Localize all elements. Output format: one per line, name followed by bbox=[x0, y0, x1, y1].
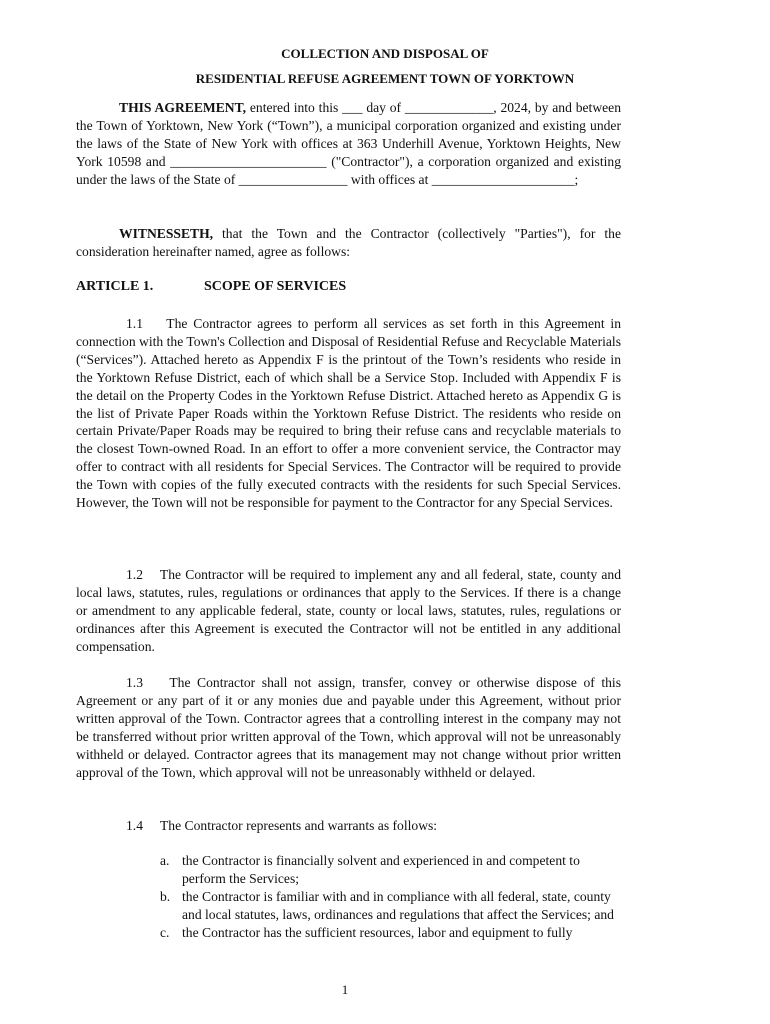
document-title-line-2: RESIDENTIAL REFUSE AGREEMENT TOWN OF YORKTOWN bbox=[195, 71, 575, 86]
section-1-1-text: The Contractor agrees to perform all services as set forth in this Agreement in connection with the Town's Collection and Disposal of Residential Refuse and Recyclable Materials (“Services”). Attached hereto as Appendix F is the printout of the Town’s residents who reside in the Yorktown Refuse District, each of which shall be a Service Stop. Included with Appendix F is the detail on the Property Codes in the Yorktown Refuse District. Attached hereto as Appendix G is the list of Private Paper Roads within the Yorktown Refuse District. The residents who reside on certain Private/Paper Roads may be required to bring their refuse cans and recyclable materials to the closest Town-owned Road. In an effort to offer a more convenient service, the Contractor may offer to contract with all residents for Special Services. The Contractor will be required to provide the Town with copies of the fully executed contracts with the residents for such Special Services. However, the Town will not be responsible for payment to the Contractor for any Special Services. bbox=[76, 316, 621, 511]
section-1-4 bbox=[126, 818, 437, 834]
list-item bbox=[160, 852, 620, 888]
list-item-text: the Contractor is familiar with and in compliance with all federal, state, county and local statutes, laws, ordinances and regulations that affect the Services; and bbox=[182, 888, 614, 922]
section-1-3 bbox=[76, 674, 621, 781]
article-heading bbox=[76, 279, 346, 295]
document-title-line-1: COLLECTION AND DISPOSAL OF bbox=[281, 46, 489, 61]
article-title: SCOPE OF SERVICES bbox=[204, 279, 347, 294]
list-item bbox=[160, 888, 620, 924]
section-1-4-number: 1.4 bbox=[126, 818, 143, 833]
warranty-list bbox=[160, 852, 620, 942]
section-1-1 bbox=[76, 315, 621, 512]
agreement-lead: THIS AGREEMENT, bbox=[119, 100, 247, 115]
list-item-text: the Contractor has the sufficient resources, labor and equipment to fully bbox=[182, 924, 573, 940]
witnesseth-lead: WITNESSETH, bbox=[119, 226, 214, 241]
section-1-2 bbox=[76, 566, 621, 656]
section-1-2-number: 1.2 bbox=[126, 567, 143, 582]
section-1-2-text: The Contractor will be required to implement any and all federal, state, county and local laws, statutes, rules, regulations or ordinances that apply to the Services. If there is a change or amendment to any applicable federal, state, county or local laws, statutes, rules, regulations or ordinances after this Agreement is executed the Contractor will not be entitled in any additional compensation. bbox=[76, 567, 621, 654]
witnesseth-text: that the Town and the Contractor (collectively "Parties"), for the consideration hereinafter named, agree as follows: bbox=[76, 226, 621, 259]
list-item-letter: c. bbox=[160, 924, 170, 940]
list-item-text: the Contractor is financially solvent and experienced in and competent to perform the Services; bbox=[182, 853, 580, 886]
page-number: 1 bbox=[341, 982, 349, 997]
list-item-letter: b. bbox=[160, 888, 171, 904]
section-1-4-text: The Contractor represents and warrants as follows: bbox=[160, 818, 438, 833]
witnesseth-paragraph bbox=[76, 225, 621, 261]
section-1-3-text: The Contractor shall not assign, transfer, convey or otherwise dispose of this Agreement or any part of it or any monies due and payable under this Agreement, without prior written approval of the Town. Contractor agrees that a controlling interest in the company may not be transferred without prior written approval of the Town, which approval will not be unreasonably withheld or delayed. Contractor agrees that its management may not change without prior written approval of the Town, which approval will not be unreasonably withheld or delayed. bbox=[76, 675, 621, 780]
list-item-letter: a. bbox=[160, 853, 170, 868]
section-1-3-number: 1.3 bbox=[126, 675, 143, 690]
agreement-intro-text: entered into this ___ day of _____________, 2024, by and between the Town of Yorktown, New York (“Town”), a municipal corporation organized and existing under the laws of the State of New York with offices at 363 Underhill Avenue, Yorktown Heights, New York 10598 and _______________________ ("Contractor"), a corporation organized and existing under the laws of the State of ________________ with offices at _____________________; bbox=[76, 100, 621, 187]
list-item bbox=[160, 924, 620, 942]
article-number: ARTICLE 1. bbox=[76, 279, 154, 294]
agreement-intro-paragraph bbox=[76, 99, 621, 189]
section-1-1-number: 1.1 bbox=[126, 316, 143, 331]
